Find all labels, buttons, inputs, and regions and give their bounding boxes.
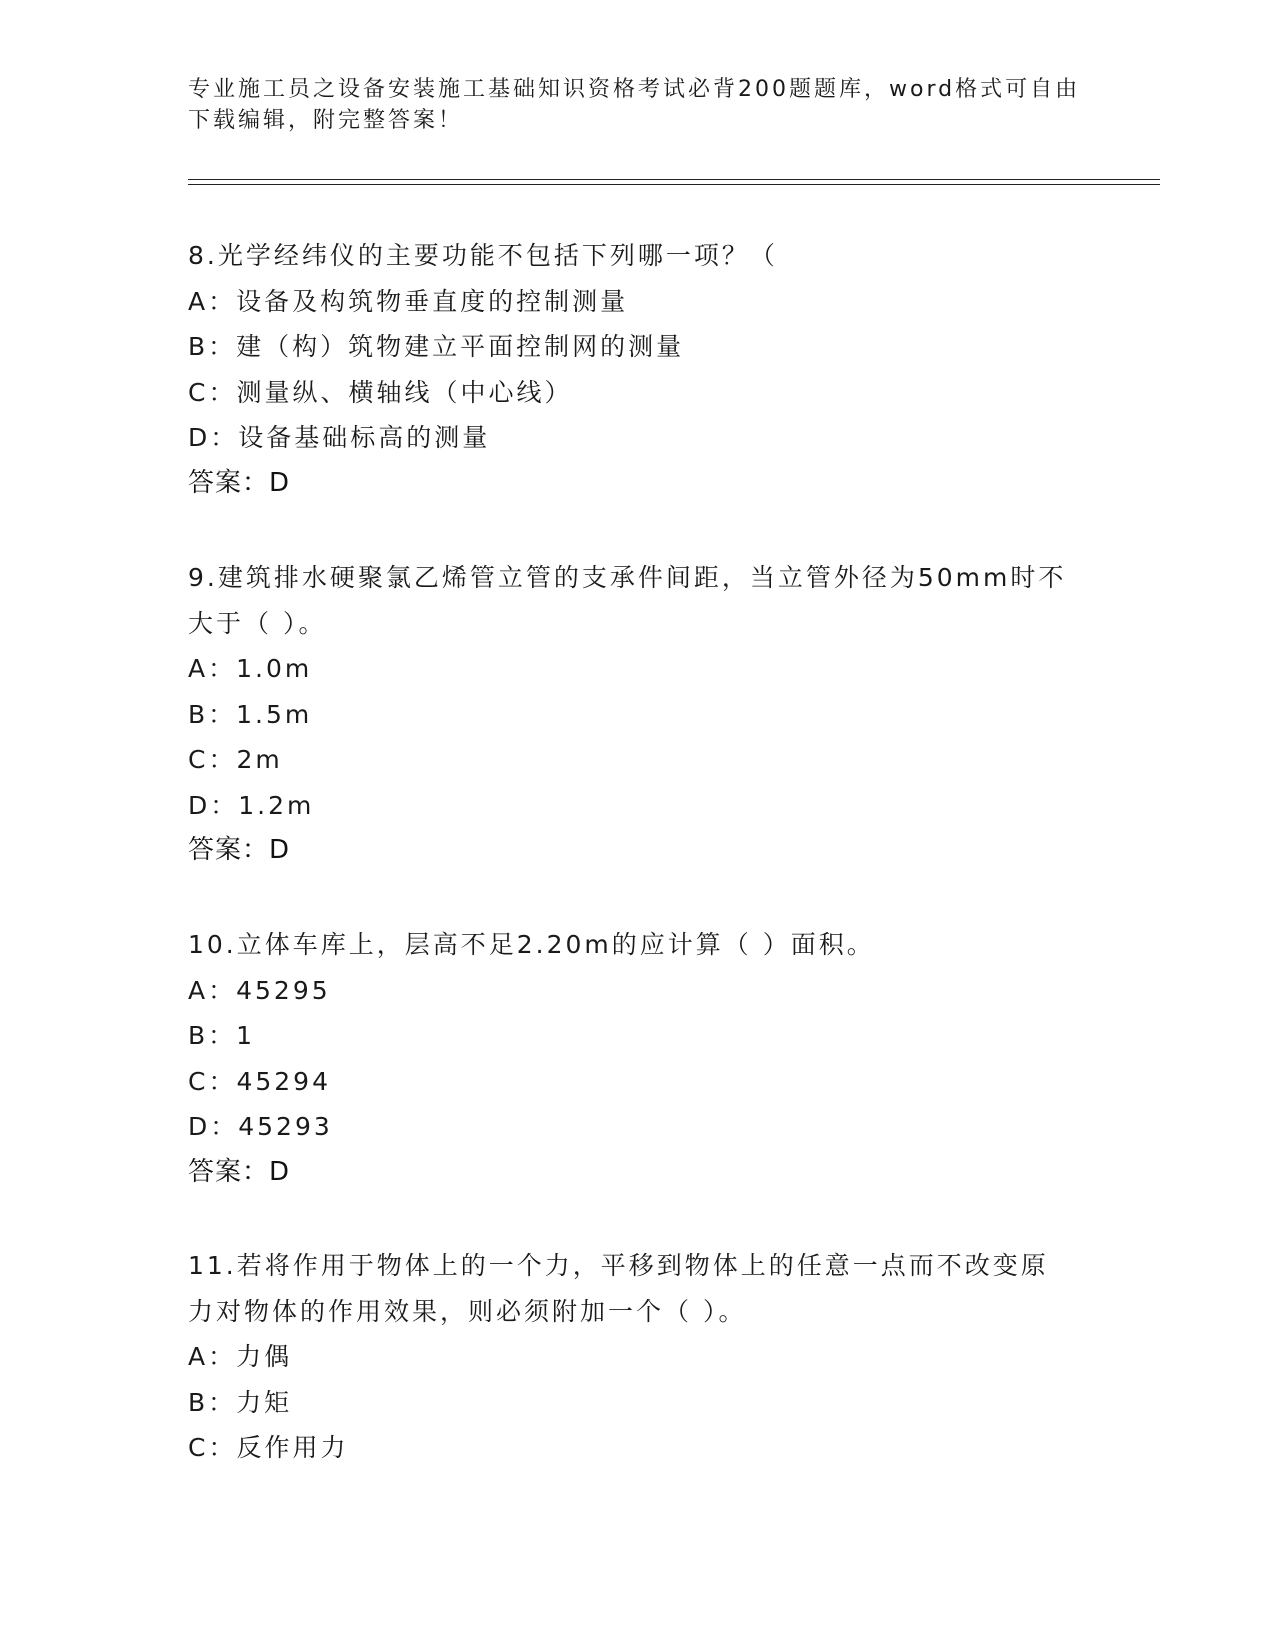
question-stem: 8.光学经纬仪的主要功能不包括下列哪一项？（ xyxy=(188,241,778,270)
document-header xyxy=(188,74,1088,136)
option-d: D：1.2m xyxy=(188,790,315,820)
question-8 xyxy=(188,233,1088,506)
question-11 xyxy=(188,1243,1088,1471)
option-b: B：1.5m xyxy=(188,699,313,729)
option-a: A：力偶 xyxy=(188,1342,293,1371)
answer-label: 答案：D xyxy=(188,467,291,498)
option-d: D：设备基础标高的测量 xyxy=(188,423,491,452)
option-a: A：45295 xyxy=(188,975,331,1005)
option-c: C：测量纵、横轴线（中心线） xyxy=(188,377,573,407)
header-line-2: 下载编辑，附完整答案！ xyxy=(188,108,464,133)
question-stem: 10.立体车库上，层高不足2.20m的应计算（ ）面积。 xyxy=(188,930,875,959)
question-stem: 11.若将作用于物体上的一个力，平移到物体上的任意一点而不改变原 xyxy=(188,1251,1049,1280)
header-divider-bottom xyxy=(188,184,1160,185)
option-b: B：1 xyxy=(188,1021,256,1050)
option-a: A：设备及构筑物垂直度的控制测量 xyxy=(188,286,629,316)
option-c: C：2m xyxy=(188,745,283,774)
header-divider-top xyxy=(188,179,1160,180)
option-d: D：45293 xyxy=(188,1112,333,1141)
option-a: A：1.0m xyxy=(188,654,313,683)
question-10 xyxy=(188,922,1088,1195)
question-stem: 9.建筑排水硬聚氯乙烯管立管的支承件间距，当立管外径为50mm时不 xyxy=(188,563,1067,592)
answer-label: 答案：D xyxy=(188,1156,291,1187)
option-b: B：建（构）筑物建立平面控制网的测量 xyxy=(188,332,685,361)
option-b: B：力矩 xyxy=(188,1387,293,1417)
question-stem-continued: 力对物体的作用效果，则必须附加一个（ ）。 xyxy=(188,1296,747,1326)
header-line-1: 专业施工员之设备安装施工基础知识资格考试必背200题题库，word格式可自由 xyxy=(188,77,1081,102)
answer-label: 答案：D xyxy=(188,835,291,865)
question-9 xyxy=(188,555,1088,874)
option-c: C：45294 xyxy=(188,1066,331,1096)
question-stem-continued: 大于（ ）。 xyxy=(188,608,327,638)
option-c: C：反作用力 xyxy=(188,1433,349,1462)
